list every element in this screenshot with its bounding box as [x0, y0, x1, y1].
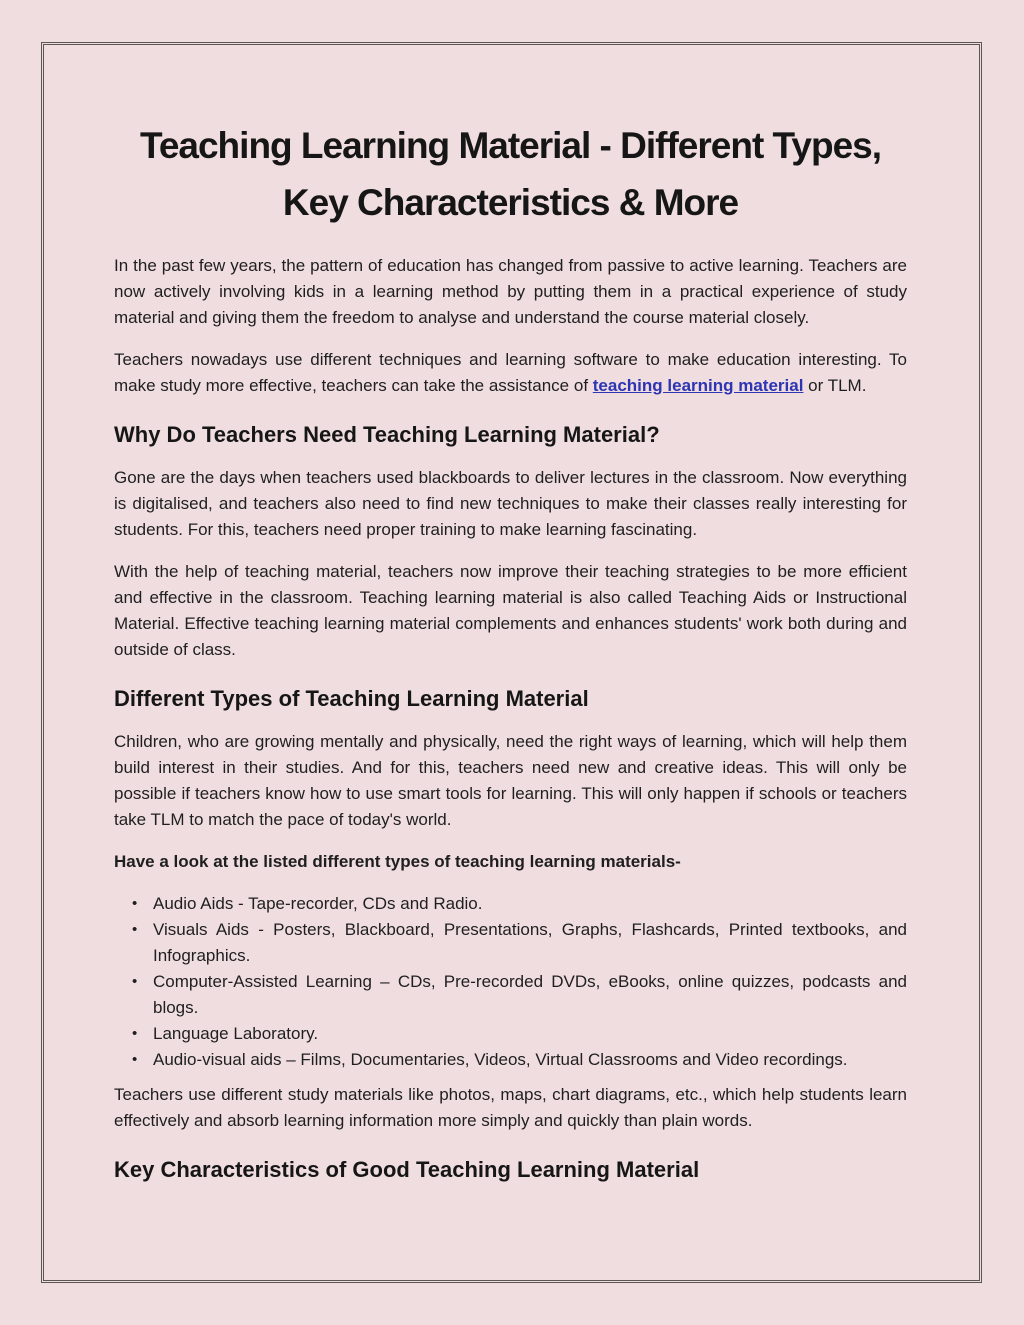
types-paragraph-2: Teachers use different study materials like photos, maps, chart diagrams, etc., which help students learn effectively and absorb learning information more simply and quickly than plain words. [114, 1085, 907, 1130]
heading-key-characteristics: Key Characteristics of Good Teaching Learning Material [114, 1157, 700, 1182]
list-item-text: Computer-Assisted Learning – CDs, Pre-recorded DVDs, eBooks, online quizzes, podcasts and blogs. [153, 972, 907, 1017]
document-frame [41, 42, 982, 1283]
bullet-icon: • [132, 1025, 138, 1042]
list-item-language-laboratory [132, 1021, 907, 1047]
tlm-types-list [114, 891, 907, 1073]
why-paragraph-2: With the help of teaching material, teachers now improve their teaching strategies to be more efficient and effective in the classroom. Teaching learning material is also called Teaching Aids or Instructional Material. Effective teaching learning material complements and enhances students' work both during and outside of class. [114, 562, 907, 659]
intro-paragraph-2-before: Teachers nowadays use different techniques and learning software to make education interesting. To make study more effective, teachers can take the assistance of [114, 350, 907, 395]
list-item-audio-aids [132, 891, 907, 917]
heading-why-teachers-need-tlm: Why Do Teachers Need Teaching Learning Material? [114, 422, 660, 447]
intro-paragraph-1: In the past few years, the pattern of education has changed from passive to active learning. Teachers are now actively involving kids in a learning method by putting them in a practical experience of study material and giving them the freedom to analyse and understand the course material closely. [114, 256, 907, 327]
list-item-visual-aids [132, 917, 907, 969]
list-item-text: Language Laboratory. [153, 1024, 319, 1043]
bullet-icon: • [132, 1051, 138, 1068]
list-item-audio-visual-aids [132, 1047, 907, 1073]
intro-paragraph-2 [114, 347, 907, 399]
intro-paragraph-2-after: or TLM. [803, 376, 867, 395]
bullet-icon: • [132, 921, 138, 938]
types-paragraph-1: Children, who are growing mentally and physically, need the right ways of learning, which will help them build interest in their studies. And for this, teachers need new and creative ideas. This will only be possible if teachers know how to use smart tools for learning. This will only happen if schools or teachers take TLM to match the pace of today's world. [114, 732, 907, 829]
tlm-link[interactable]: teaching learning material [592, 376, 804, 395]
why-paragraph-1: Gone are the days when teachers used blackboards to deliver lectures in the classroom. Now everything is digitalised, and teachers also need to find new techniques to make their classes really interesting for students. For this, teachers need proper training to make learning fascinating. [114, 468, 907, 539]
page-title-line1: Teaching Learning Material - Different Types, [139, 125, 882, 166]
bullet-icon: • [132, 973, 138, 990]
page-title [114, 117, 907, 231]
list-lead-in: Have a look at the listed different types of teaching learning materials- [114, 852, 681, 871]
list-item-text: Visuals Aids - Posters, Blackboard, Presentations, Graphs, Flashcards, Printed textbooks, and Infographics. [153, 920, 907, 965]
list-item-text: Audio Aids - Tape-recorder, CDs and Radio. [153, 894, 483, 913]
page-title-line2: Key Characteristics & More [282, 182, 739, 223]
heading-different-types: Different Types of Teaching Learning Material [114, 686, 589, 711]
list-item-text: Audio-visual aids – Films, Documentaries, Videos, Virtual Classrooms and Video recordings. [153, 1050, 848, 1069]
document-content [44, 45, 979, 1185]
bullet-icon: • [132, 895, 138, 912]
list-item-computer-assisted [132, 969, 907, 1021]
